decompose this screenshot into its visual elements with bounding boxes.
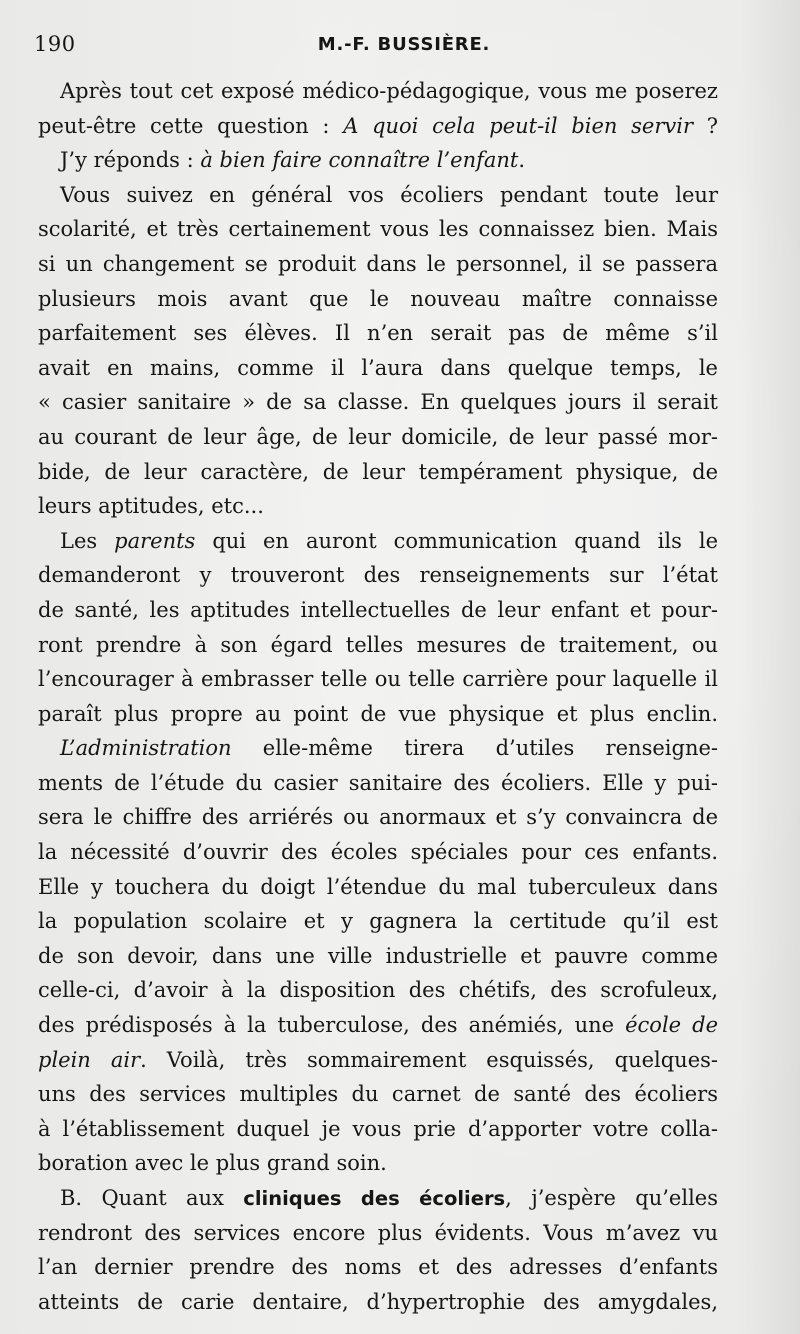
text-line: Après tout cet exposé médico-pédagogique, vous me poserez bbox=[60, 79, 718, 103]
text-line: ments de l’étude du casier sanitaire des écoliers. Elle y pui- bbox=[38, 770, 718, 795]
text-line: plusieurs mois avant que le nouveau maître connaisse bbox=[38, 286, 718, 311]
text-line: sera le chiffre des arriérés ou anormaux et s’y convaincra de bbox=[38, 805, 718, 830]
text-line: au courant de leur âge, de leur domicile, de leur passé mor- bbox=[38, 424, 718, 449]
text-line: l’an dernier prendre des noms et des adresses d’enfants bbox=[38, 1255, 718, 1280]
text-line: celle-ci, d’avoir à la disposition des chétifs, des scrofuleux, bbox=[38, 978, 718, 1003]
text-line: rendront des services encore plus évidents. Vous m’avez vu bbox=[38, 1220, 718, 1245]
page-edge-shadow bbox=[740, 0, 800, 1334]
text-line: Les parents qui en auront communication quand ils le bbox=[60, 528, 719, 553]
text-line: avait en mains, comme il l’aura dans quelque temps, le bbox=[38, 355, 718, 380]
text-line: la population scolaire et y gagnera la certitude qu’il est bbox=[38, 909, 718, 934]
text-line: paraît plus propre au point de vue physique et plus enclin. bbox=[38, 701, 718, 726]
text-line: bide, de leur caractère, de leur tempérament physique, de bbox=[38, 459, 718, 484]
page-header bbox=[34, 32, 774, 62]
text-line: ront prendre à son égard telles mesures de traitement, ou bbox=[38, 632, 718, 657]
text-line: uns des services multiples du carnet de santé des écoliers bbox=[38, 1082, 718, 1107]
text-line: de son devoir, dans une ville industrielle et pauvre comme bbox=[38, 943, 718, 968]
text-line: peut-être cette question : A quoi cela peut-il bien servir ? bbox=[38, 113, 718, 138]
text-line: « casier sanitaire » de sa classe. En quelques jours il serait bbox=[38, 390, 718, 415]
page-number: 190 bbox=[34, 32, 76, 56]
text-line: leurs aptitudes, etc... bbox=[38, 494, 264, 519]
text-line: plein air. Voilà, très sommairement esquissés, quelques- bbox=[38, 1047, 719, 1072]
text-line: si un changement se produit dans le personnel, il se passera bbox=[38, 251, 718, 276]
body-text bbox=[38, 74, 718, 1319]
text-line: à l’établissement duquel je vous prie d’apporter votre colla- bbox=[38, 1116, 718, 1141]
text-line: de santé, les aptitudes intellectuelles de leur enfant et pour- bbox=[38, 597, 718, 622]
text-line: scolarité, et très certainement vous les connaissez bien. Mais bbox=[38, 217, 718, 242]
text-line: atteints de carie dentaire, d’hypertrophie des amygdales, bbox=[38, 1289, 718, 1314]
text-line: boration avec le plus grand soin. bbox=[38, 1151, 387, 1176]
text-line: L’administration elle-même tirera d’utiles renseigne- bbox=[60, 736, 718, 761]
text-line: J’y réponds : à bien faire connaître l’enfant. bbox=[60, 148, 526, 173]
text-line: demanderont y trouveront des renseignements sur l’état bbox=[38, 563, 718, 588]
text-line: des prédisposés à la tuberculose, des anémiés, une école de bbox=[38, 1013, 718, 1038]
text-line: Elle y touchera du doigt l’étendue du mal tuberculeux dans bbox=[38, 874, 718, 899]
text-line: parfaitement ses élèves. Il n’en serait pas de même s’il bbox=[38, 321, 718, 346]
text-line: Vous suivez en général vos écoliers pendant toute leur bbox=[60, 182, 718, 207]
text-line: la nécessité d’ouvrir des écoles spéciales pour ces enfants. bbox=[38, 840, 718, 865]
text-line: B. Quant aux cliniques des écoliers, j’espère qu’elles bbox=[60, 1186, 718, 1210]
text-line: l’encourager à embrasser telle ou telle carrière pour laquelle il bbox=[38, 667, 718, 692]
running-head: M.-F. BUSSIÈRE. bbox=[317, 34, 491, 55]
